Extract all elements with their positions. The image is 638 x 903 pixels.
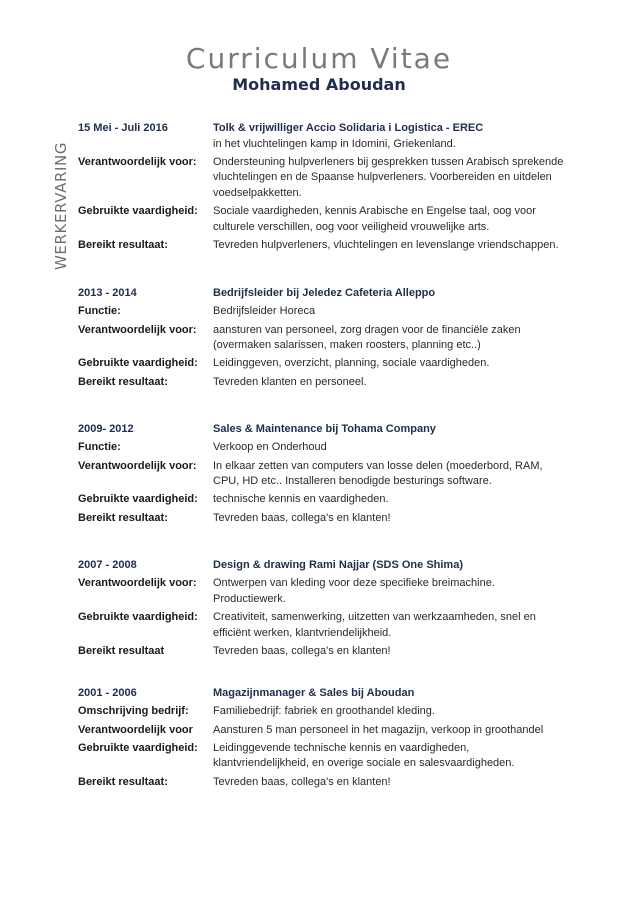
detail-value: Leidinggeven, overzicht, planning, sociale vaardigheden. (213, 357, 490, 370)
detail-value: aansturen van personeel, zorg dragen voor de financiële zaken (overmaken salarissen, maken roosters, planning etc..) (213, 323, 521, 352)
detail-label: Functie: (78, 441, 121, 454)
job-date: 2009- 2012 (78, 423, 134, 435)
job-detail-row (78, 576, 568, 607)
section-sidebar (52, 120, 74, 270)
detail-label: Gebruikte vaardigheid: (78, 357, 198, 370)
detail-value: Leidinggevende technische kennis en vaardigheden, klantvriendelijkheid, en overige sociale en salesvaardigheden. (213, 741, 515, 770)
detail-label: Verantwoordelijk voor: (78, 323, 197, 336)
detail-value: In elkaar zetten van computers van losse delen (moederbord, RAM, CPU, HD etc.. Installeren benodigde besturings software. (213, 459, 543, 488)
detail-label: Verantwoordelijk voor: (78, 577, 197, 590)
detail-value: Creativiteit, samenwerking, uitzetten van werkzaamheden, snel en efficiënt werken, klantvriendelijkheid. (213, 611, 536, 639)
detail-label: Bereikt resultaat (78, 644, 165, 657)
detail-label: Verantwoordelijk voor: (78, 459, 197, 472)
job-entry (78, 422, 568, 529)
job-detail-row (78, 492, 568, 508)
detail-value: Tevreden klanten en personeel. (213, 375, 367, 388)
job-detail-row (78, 644, 568, 660)
job-title-sub: in het vluchtelingen kamp in Idomini, Griekenland. (213, 137, 456, 150)
job-title: Sales & Maintenance bij Tohama Company (213, 423, 436, 435)
job-date: 15 Mei - Juli 2016 (78, 122, 168, 134)
detail-value: Tevreden hulpverleners, vluchtelingen en levenslange vriendschappen. (213, 238, 559, 251)
document-title: Curriculum Vitae (185, 42, 453, 75)
job-date: 2007 - 2008 (78, 559, 137, 571)
detail-value: Familiebedrijf: fabriek en groothandel kleding. (213, 705, 435, 718)
detail-value: Ondersteuning hulpverleners bij gesprekken tussen Arabisch sprekende vluchtelingen en de Spaanse hulpverleners. Voorbereiden en uitdelen voedselpakketten. (213, 155, 564, 199)
job-entry (78, 558, 568, 662)
section-label-werkervaring: WERKERVARING (52, 141, 70, 270)
job-detail-row (78, 610, 568, 641)
detail-label: Gebruikte vaardigheid: (78, 741, 198, 754)
job-title: Bedrijfsleider bij Jeledez Cafeteria Alleppo (213, 287, 436, 299)
job-detail-row (78, 723, 568, 739)
detail-label: Bereikt resultaat: (78, 775, 168, 788)
detail-label: Verantwoordelijk voor (78, 723, 193, 736)
detail-label: Bereikt resultaat: (78, 375, 168, 388)
detail-label: Verantwoordelijk voor: (78, 155, 197, 168)
job-detail-row (78, 459, 568, 490)
job-detail-row (78, 204, 568, 235)
person-name: Mohamed Aboudan (232, 75, 406, 94)
detail-label: Gebruikte vaardigheid: (78, 493, 198, 506)
job-detail-row (78, 440, 568, 456)
job-date: 2013 - 2014 (78, 287, 137, 299)
job-title: Magazijnmanager & Sales bij Aboudan (213, 687, 415, 699)
job-heading-row (78, 686, 568, 702)
detail-value: Verkoop en Onderhoud (213, 441, 327, 454)
detail-value: technische kennis en vaardigheden. (213, 493, 389, 506)
detail-value: Tevreden baas, collega's en klanten! (213, 511, 391, 524)
job-heading-row (78, 558, 568, 574)
detail-value: Sociale vaardigheden, kennis Arabische en Engelse taal, oog voor culturele verschillen, oog voor veiligheid vrouwelijke arts. (213, 205, 536, 233)
job-detail-row (78, 741, 568, 772)
detail-label: Bereikt resultaat: (78, 238, 168, 251)
detail-label: Functie: (78, 305, 121, 318)
job-title: Tolk & vrijwilliger Accio Solidaria i Logistica - EREC (213, 122, 484, 134)
job-date: 2001 - 2006 (78, 687, 137, 699)
detail-label: Bereikt resultaat: (78, 511, 168, 524)
job-detail-row (78, 375, 568, 391)
detail-label: Gebruikte vaardigheid: (78, 205, 198, 218)
detail-value: Bedrijfsleider Horeca (213, 305, 316, 318)
job-detail-row (78, 323, 568, 354)
job-detail-row (78, 238, 568, 254)
job-entry (78, 121, 568, 256)
job-detail-row (78, 511, 568, 527)
detail-value: Tevreden baas, collega's en klanten! (213, 644, 391, 657)
detail-value: Ontwerpen van kleding voor deze specifieke breimachine. Productiewerk. (213, 577, 495, 605)
job-detail-row (78, 304, 568, 320)
detail-value: Tevreden baas, collega's en klanten! (213, 775, 391, 788)
detail-value: Aansturen 5 man personeel in het magazijn, verkoop in groothandel (213, 723, 544, 736)
job-detail-row (78, 356, 568, 372)
job-heading-row (78, 121, 568, 152)
job-heading-row (78, 422, 568, 438)
job-detail-row (78, 775, 568, 791)
job-entry (78, 286, 568, 393)
job-title: Design & drawing Rami Najjar (SDS One Shima) (213, 559, 463, 571)
detail-label: Omschrijving bedrijf: (78, 705, 189, 718)
detail-label: Gebruikte vaardigheid: (78, 611, 198, 624)
job-heading-row (78, 286, 568, 302)
job-entry (78, 686, 568, 793)
job-detail-row (78, 155, 568, 202)
job-detail-row (78, 704, 568, 720)
